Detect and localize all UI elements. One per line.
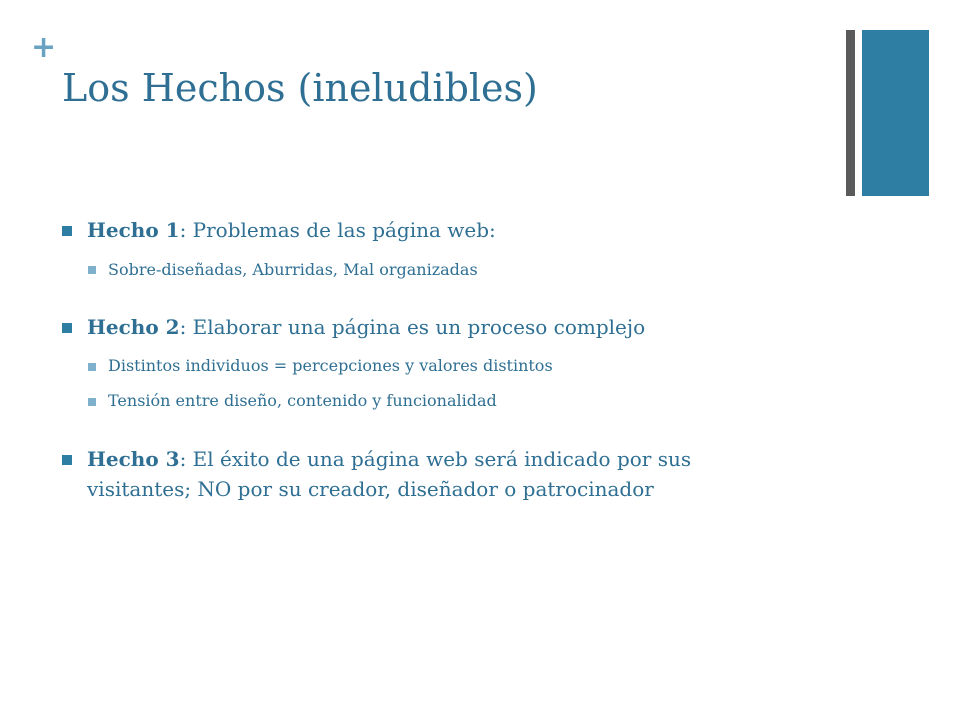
sub-bullet-square-icon — [88, 266, 96, 274]
bullet-item-hecho-3 — [87, 445, 691, 474]
sub-bullet-item: Distintos individuos = percepciones y valores distintos — [108, 356, 553, 375]
bullet-text: : Elaborar una página es un proceso complejo — [179, 315, 646, 339]
bullet-text: : Problemas de las página web: — [179, 218, 496, 242]
bullet-item-hecho-2 — [87, 313, 645, 342]
sub-bullet-square-icon — [88, 398, 96, 406]
bullet-label: Hecho 1 — [87, 218, 180, 242]
bullet-item-hecho-1 — [87, 216, 496, 245]
bullet-text: : El éxito de una página web será indicado por sus — [179, 447, 692, 471]
bullet-item-hecho-3-continuation: visitantes; NO por su creador, diseñador o patrocinador — [87, 477, 654, 501]
sub-bullet-item: Tensión entre diseño, contenido y funcionalidad — [108, 391, 497, 410]
bullet-square-icon — [62, 226, 72, 236]
slide-title: Los Hechos (ineludibles) — [62, 66, 538, 110]
sub-bullet-square-icon — [88, 363, 96, 371]
decorative-gray-bar — [846, 30, 855, 196]
bullet-label: Hecho 3 — [87, 447, 180, 471]
bullet-square-icon — [62, 455, 72, 465]
plus-icon: + — [31, 30, 57, 65]
decorative-blue-block — [862, 30, 929, 196]
sub-bullet-item: Sobre-diseñadas, Aburridas, Mal organizadas — [108, 260, 478, 279]
bullet-square-icon — [62, 323, 72, 333]
bullet-label: Hecho 2 — [87, 315, 180, 339]
